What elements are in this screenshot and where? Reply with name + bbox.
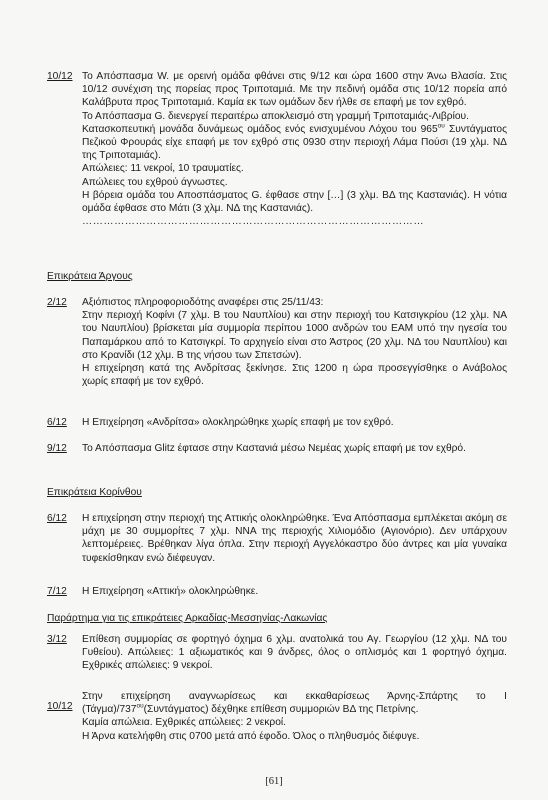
entry-paragraph: Απώλειες του εχθρού άγνωστες.: [82, 176, 228, 188]
entry-paragraph: Απώλειες: 11 νεκροί, 10 τραυματίες.: [82, 163, 244, 175]
entry-6-12-a: [47, 416, 507, 432]
entry-line: Συντάγματος Πεζικού Φρουράς είχε επαφή με τον εχθρό στις 0930 στην περιοχή Λάμα Πούσι (19 χλμ. ΝΔ της Τριποταμιάς).: [82, 123, 507, 162]
entry-paragraph: Η Επιχείρηση «Αττική» ολοκληρώθηκε.: [82, 586, 259, 597]
superscript: ου: [437, 122, 445, 130]
entry-paragraph: [82, 123, 507, 163]
entry-date: 2/12: [47, 297, 67, 308]
entry-paragraph: Η Άρνα κατελήφθη στις 0700 μετά από έφοδο. Όλος ο πληθυσμός διέφυγε.: [82, 730, 420, 742]
entry-paragraph: Η επιχείρηση κατά της Ανδρίτσας ξεκίνησε. Στις 1200 η ώρα προσεγγίσθηκε ο Ανάβολος χωρίς επαφή με τον εχθρό.: [82, 363, 507, 388]
entry-9-12: [47, 442, 507, 472]
entry-date: 10/12: [47, 701, 73, 712]
section-heading-argos: Επικράτεια Άργους: [47, 271, 133, 282]
entry-paragraph: Το Απόσπασμα G. διενεργεί περαιτέρω αποκλεισμό στη γραμμή Τριποταμιάς-Λιβρίου.: [82, 110, 469, 122]
page-number: [61]: [265, 776, 283, 787]
entry-text: [82, 512, 507, 565]
entry-date: 9/12: [47, 443, 67, 454]
entry-paragraph: Το Απόσπασμα W. με ορεινή ομάδα φθάνει στις 9/12 και ώρα 1600 στην Άνω Βλασία. Στις 10/12 συνέχιση της πορείας προς Τριποταμιά. Με την πεδινή ομάδα στις 10/12 πορεία από Καλάβρυτα προς Τριποταμιά. Καμία εκ των ομάδων δεν ήλθε σε επαφή με τον εχθρό.: [82, 71, 507, 109]
entry-date: 3/12: [47, 634, 67, 645]
entry-paragraph: Καμία απώλεια. Εχθρικές απώλειες: 2 νεκροί.: [82, 717, 286, 729]
entry-10-12-b: [47, 690, 507, 760]
entry-paragraph: Το Απόσπασμα Glitz έφτασε στην Καστανιά μέσω Νεμέας χωρίς επαφή με τον εχθρό.: [82, 443, 466, 454]
entry-line: Κατασκοπευτική μονάδα δυνάμεως ομάδος ενός ενισχυμένου Λόχου του 965: [82, 123, 438, 135]
entry-text: [82, 633, 507, 673]
section-heading-appendix: Παράρτημα για τις επικράτειες Αρκαδίας-Μεσσηνίας-Λακωνίας: [47, 613, 328, 624]
dotted-separator: ……………………………………………………………………………………: [82, 216, 424, 228]
entry-paragraph: Η επιχείρηση στην περιοχή της Αττικής ολοκληρώθηκε. Ένα Απόσπασμα εμπλέκεται ακόμη σε μάχη με 30 συμμορίτες 7 χλμ. ΝΝΑ της περιοχής Χιλιομόδιο (Αγιονόριο). Δεν υπάρχουν λεπτομέρειες. Βρέθηκαν λίγα όπλα. Στην περιοχή Αγγελόκαστρο δύο άντρες και μία γυναίκα τυφεκίσθηκαν ενώ διέφευγαν.: [82, 513, 507, 564]
superscript: ου: [136, 702, 144, 710]
entry-date: 6/12: [47, 417, 67, 428]
entry-text: [82, 416, 507, 429]
entry-6-12-b: [47, 512, 507, 574]
entry-line: (Συντάγματος) δέχθηκε επίθεση συμμοριών ΒΔ της Πετρίνης.: [143, 704, 419, 716]
entry-7-12: [47, 585, 507, 601]
entry-paragraph: Η Επιχείρηση «Ανδρίτσα» ολοκληρώθηκε χωρίς επαφή με τον εχθρό.: [82, 417, 394, 428]
entry-date: 10/12: [47, 71, 73, 82]
entry-2-12: [47, 296, 507, 401]
entry-text: [82, 585, 507, 598]
entry-text: [82, 690, 507, 743]
entry-10-12-a: [47, 70, 507, 260]
entry-date: 6/12: [47, 513, 67, 524]
entry-3-12: [47, 633, 507, 677]
entry-text: [82, 70, 507, 228]
entry-paragraph: Η βόρεια ομάδα του Αποσπάσματος G. έφθασε στην […] (3 χλμ. ΒΔ της Καστανιάς). Η νότια ομάδα έφθασε στο Μάτι (3 χλμ. ΝΔ της Καστανιάς).: [82, 189, 507, 215]
entry-paragraph: Αξιόπιστος πληροφοριοδότης αναφέρει στις 25/11/43:: [82, 297, 324, 308]
entry-paragraph: Επίθεση συμμορίας σε φορτηγό όχημα 6 χλμ. ανατολικά του Αγ. Γεωργίου (12 χλμ. ΝΔ του Γυθείου). Απώλειες: 1 αξιωματικός και 9 άνδρες, όλος ο οπλισμός και 1 φορτηγό όχημα. Εχθρικές απώλειες: 9 νεκροί.: [82, 634, 507, 672]
section-heading-korinthos: Επικράτεια Κορίνθου: [47, 487, 142, 498]
entry-text: [82, 296, 507, 388]
entry-text: [82, 442, 507, 455]
entry-line: Στην επιχείρηση αναγνωρίσεως και εκκαθαρίσεως Άρνης-Σπάρτης το I (Τάγμα)/737: [82, 691, 507, 716]
entry-paragraph: Στην περιοχή Κοφίνι (7 χλμ. Β του Ναυπλίου) και στην περιοχή του Κατσιγκρίου (12 χλμ. ΝΑ του Ναυπλίου) βρίσκεται μία συμμορία περίπου 1000 ανδρών του ΕΑΜ υπό την ηγεσία του Παπαμάρκου από το Κατσιγκρί. Το αρχηγείο είναι στο Άστρος (20 χλμ. ΝΔ του Ναυπλίου) και στο Κρανίδι (12 χλμ. Β της νήσου των Σπετσών).: [82, 310, 507, 361]
entry-date: 7/12: [47, 586, 67, 597]
entry-paragraph: [82, 690, 507, 716]
